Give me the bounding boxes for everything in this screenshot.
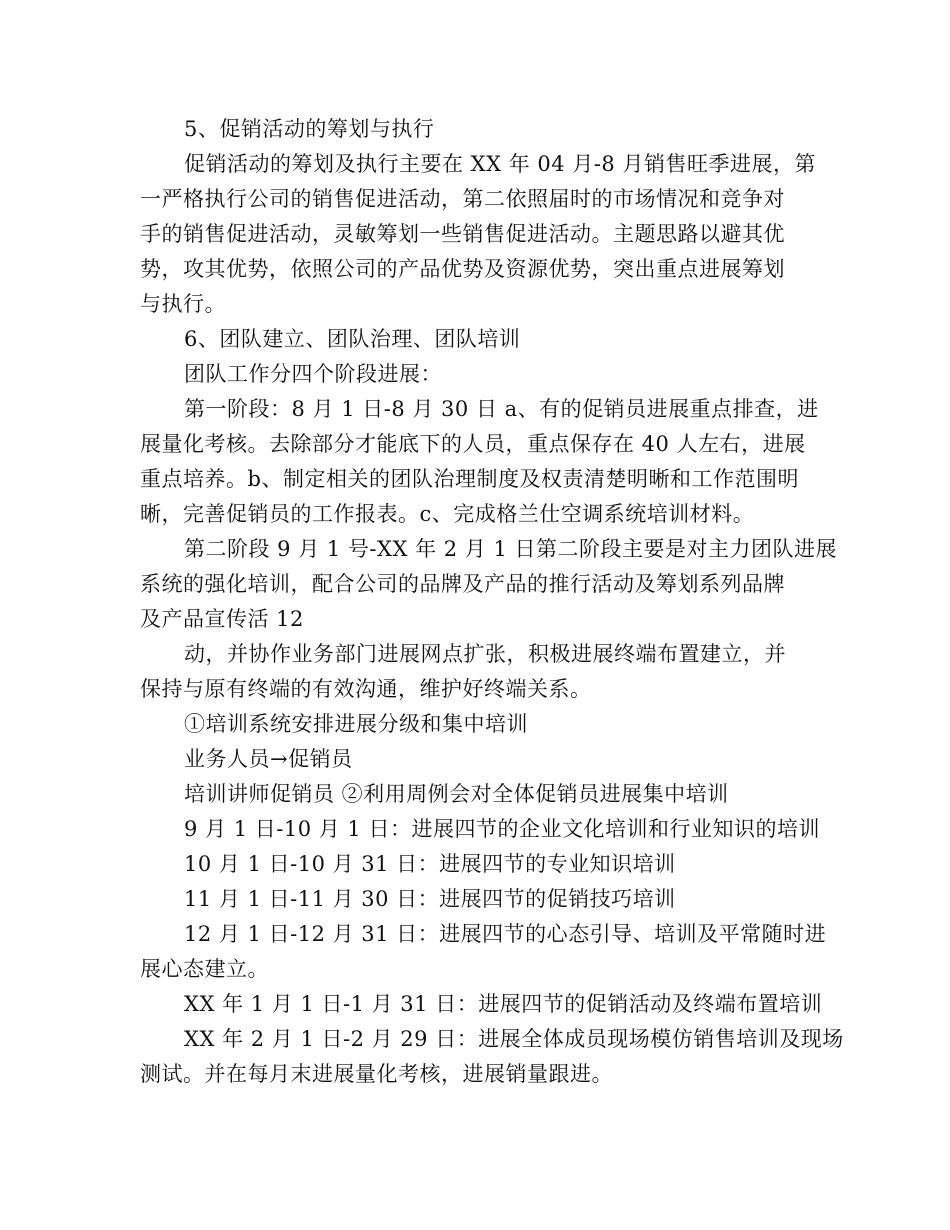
list-item: ①培训系统安排进展分级和集中培训 (184, 712, 528, 736)
paragraph-line: 及产品宣传活 12 (140, 607, 304, 631)
schedule-item: 11 月 1 日-11 月 30 日：进展四节的促销技巧培训 (184, 887, 676, 911)
schedule-item: 测试。并在每月末进展量化考核，进展销量跟进。 (140, 1062, 613, 1086)
schedule-item: XX 年 2 月 1 日-2 月 29 日：进展全体成员现场模仿销售培训及现场 (184, 1027, 844, 1051)
paragraph-line: 一严格执行公司的销售促进活动，第二依照届时的市场情况和竞争对 (140, 187, 785, 211)
schedule-item: 12 月 1 日-12 月 31 日：进展四节的心态引导、培训及平常随时进 (184, 922, 827, 946)
list-item: 业务人员→促销员 (184, 747, 353, 771)
paragraph-line: 展量化考核。去除部分才能底下的人员，重点保存在 40 人左右，进展 (140, 432, 806, 456)
paragraph-line: 促销活动的筹划及执行主要在 XX 年 04 月-8 月销售旺季进展，第 (184, 152, 816, 176)
paragraph-line: 第一阶段：8 月 1 日-8 月 30 日 a、有的促销员进展重点排查，进 (184, 397, 819, 421)
paragraph-line: 势，攻其优势，依照公司的产品优势及资源优势，突出重点进展筹划 (140, 257, 785, 281)
schedule-item: 9 月 1 日-10 月 1 日：进展四节的企业文化培训和行业知识的培训 (184, 817, 820, 841)
schedule-item: 展心态建立。 (140, 957, 269, 981)
list-item: 培训讲师促销员 ②利用周例会对全体促销员进展集中培训 (184, 782, 729, 806)
section-5-heading: 5、促销活动的筹划与执行 (184, 117, 435, 141)
paragraph-line: 与执行。 (140, 292, 226, 316)
paragraph-line: 晰，完善促销员的工作报表。c、完成格兰仕空调系统培训材料。 (140, 502, 755, 526)
paragraph-line: 团队工作分四个阶段进展： (184, 362, 442, 386)
paragraph-line: 动，并协作业务部门进展网点扩张，积极进展终端布置建立，并 (184, 642, 786, 666)
paragraph-line: 重点培养。b、制定相关的团队治理制度及权责清楚明晰和工作范围明 (140, 467, 799, 491)
paragraph-line: 手的销售促进活动，灵敏筹划一些销售促进活动。主题思路以避其优 (140, 222, 785, 246)
schedule-item: XX 年 1 月 1 日-1 月 31 日：进展四节的促销活动及终端布置培训 (184, 992, 823, 1016)
paragraph-line: 第二阶段 9 月 1 号-XX 年 2 月 1 日第二阶段主要是对主力团队进展 (184, 537, 838, 561)
paragraph-line: 保持与原有终端的有效沟通，维护好终端关系。 (140, 677, 592, 701)
schedule-item: 10 月 1 日-10 月 31 日：进展四节的专业知识培训 (184, 852, 676, 876)
section-6-heading: 6、团队建立、团队治理、团队培训 (184, 327, 521, 351)
paragraph-line: 系统的强化培训，配合公司的品牌及产品的推行活动及筹划系列品牌 (140, 572, 785, 596)
